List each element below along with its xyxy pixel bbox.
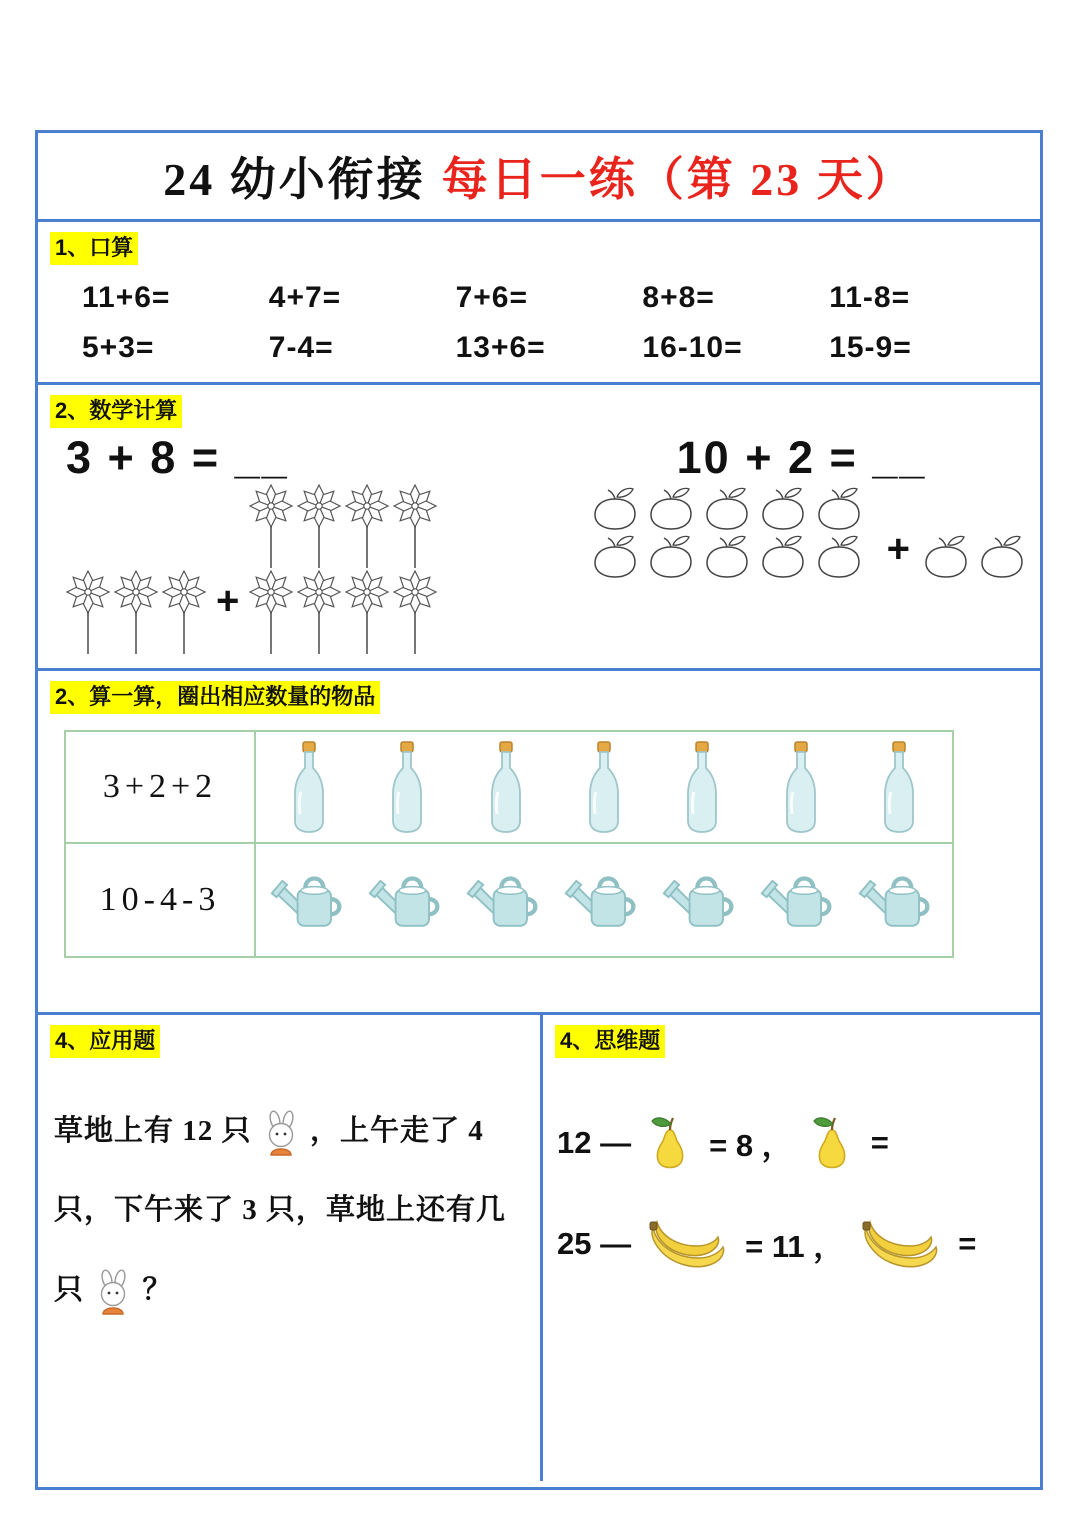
bottle-items-cell	[256, 732, 952, 842]
math-problem: 11-8=	[829, 280, 911, 314]
mango-icon	[699, 532, 755, 580]
banana-icon	[858, 1218, 944, 1270]
pinwheel-icon	[295, 570, 343, 656]
mango-icon	[918, 532, 974, 580]
banana-icon	[645, 1218, 731, 1270]
pear-icon	[645, 1114, 695, 1172]
bottle-icon	[583, 740, 625, 834]
watering-can-icon	[562, 870, 646, 930]
pinwheel-icon	[247, 484, 295, 570]
mango-icon	[755, 484, 811, 532]
pinwheel-icon	[391, 570, 439, 656]
mango-icon	[643, 484, 699, 532]
pinwheel-icon	[112, 570, 160, 656]
worksheet-border	[35, 130, 1043, 1490]
math-problem: 15-9=	[829, 330, 912, 364]
watering-can-icon	[660, 870, 744, 930]
math-problem: 4+7=	[268, 280, 342, 314]
mango-icon	[811, 484, 867, 532]
pinwheel-icon	[160, 570, 208, 656]
section3-label: 2、算一算，圈出相应数量的物品	[50, 681, 380, 714]
rabbit-icon	[92, 1269, 134, 1315]
pinwheel-icon	[391, 484, 439, 570]
equation-text: =	[958, 1225, 977, 1261]
math-problem: 13+6=	[455, 330, 546, 364]
banana-image-slot	[858, 1218, 944, 1270]
mango-icon	[643, 532, 699, 580]
mango-icon	[587, 484, 643, 532]
pinwheel-images	[64, 484, 571, 656]
mango-group-1	[587, 484, 879, 580]
picture-calc-wrap	[38, 428, 1040, 656]
table-row	[66, 732, 952, 844]
section2-label: 2、数学计算	[50, 395, 182, 428]
math-problem: 7+6=	[455, 280, 529, 314]
pinwheel-icon	[64, 570, 112, 656]
pinwheel-group-2	[247, 484, 441, 656]
section1-label: 1、口算	[50, 232, 138, 265]
word-problem-column	[38, 1015, 540, 1481]
word-problem-text	[54, 1092, 526, 1331]
answer-blank: __	[234, 431, 289, 483]
section-picture-calc	[38, 385, 1040, 671]
equation-text: = 8 ，	[709, 1128, 793, 1164]
watering-can-icon	[758, 870, 842, 930]
mango-group-2	[918, 532, 1030, 580]
bottle-icon	[780, 740, 822, 834]
watering-can-icon	[268, 870, 352, 930]
title-red-part: 每日一练（第 23 天）	[441, 154, 915, 205]
answer-blank: __	[872, 431, 927, 483]
equation-text: = 11 ，	[745, 1229, 845, 1265]
math-problem: 8+8=	[642, 280, 715, 314]
section-circle-items	[38, 671, 1040, 1015]
thinking-equation-1	[543, 1114, 1040, 1172]
pinwheel-icon	[343, 484, 391, 570]
plus-sign: +	[216, 578, 240, 623]
rabbit-image-slot	[92, 1274, 142, 1306]
pinwheel-icon	[247, 570, 295, 656]
section5-label: 4、思维题	[555, 1025, 665, 1058]
word-text-part: ，上午走了 4 只，下午来了 3 只，草地上还有几只	[54, 1114, 507, 1307]
section4-label: 4、应用题	[50, 1025, 160, 1058]
pear-icon	[807, 1114, 857, 1172]
math-problem: 11+6=	[82, 280, 171, 314]
equation-text: =	[870, 1124, 889, 1160]
mango-icon	[699, 484, 755, 532]
mango-problem	[571, 428, 1030, 656]
rabbit-image-slot	[260, 1115, 310, 1147]
section-bottom	[38, 1015, 1040, 1481]
expression-cell: 10-4-3	[66, 844, 256, 956]
watering-can-icon	[856, 870, 940, 930]
math-problem: 7-4=	[268, 330, 334, 364]
section-oral-math	[38, 222, 1040, 385]
pinwheel-icon	[343, 570, 391, 656]
equation-text: 12 —	[557, 1124, 632, 1160]
mango-icon	[587, 532, 643, 580]
mango-equation	[571, 432, 1030, 484]
watering-can-icon	[464, 870, 548, 930]
word-text-part: 草地上有 12 只	[54, 1114, 252, 1147]
bottle-icon	[485, 740, 527, 834]
rabbit-icon	[260, 1110, 302, 1156]
mango-icon	[755, 532, 811, 580]
equation-text: 3 + 8 =	[66, 431, 221, 483]
word-text-part: ？	[142, 1274, 173, 1307]
pinwheel-equation	[64, 432, 571, 484]
bottle-icon	[878, 740, 920, 834]
mango-icon	[974, 532, 1030, 580]
pinwheel-problem	[64, 428, 571, 656]
worksheet-title	[38, 133, 1040, 222]
equation-text: 25 —	[557, 1225, 632, 1261]
title-black-part: 24 幼小衔接	[163, 154, 426, 205]
watering-can-icon	[366, 870, 450, 930]
bottle-icon	[681, 740, 723, 834]
pear-image-slot	[807, 1114, 857, 1172]
mango-images	[571, 484, 1030, 580]
banana-image-slot	[645, 1218, 731, 1270]
oral-math-row-1	[38, 281, 1040, 315]
pinwheel-group-1	[64, 570, 208, 656]
bottle-icon	[386, 740, 428, 834]
oral-math-row-2	[38, 331, 1040, 365]
thinking-problem-column	[540, 1015, 1040, 1481]
mango-icon	[811, 532, 867, 580]
math-problem: 5+3=	[82, 330, 155, 364]
pear-image-slot	[645, 1114, 695, 1172]
thinking-equation-2	[543, 1218, 1040, 1270]
expression-cell: 3+2+2	[66, 732, 256, 842]
bottle-icon	[288, 740, 330, 834]
equation-text: 10 + 2 =	[676, 431, 858, 483]
pinwheel-icon	[295, 484, 343, 570]
circle-items-table	[64, 730, 954, 958]
table-row	[66, 844, 952, 956]
watering-can-items-cell	[256, 844, 952, 956]
plus-sign: +	[886, 526, 910, 571]
math-problem: 16-10=	[642, 330, 743, 364]
